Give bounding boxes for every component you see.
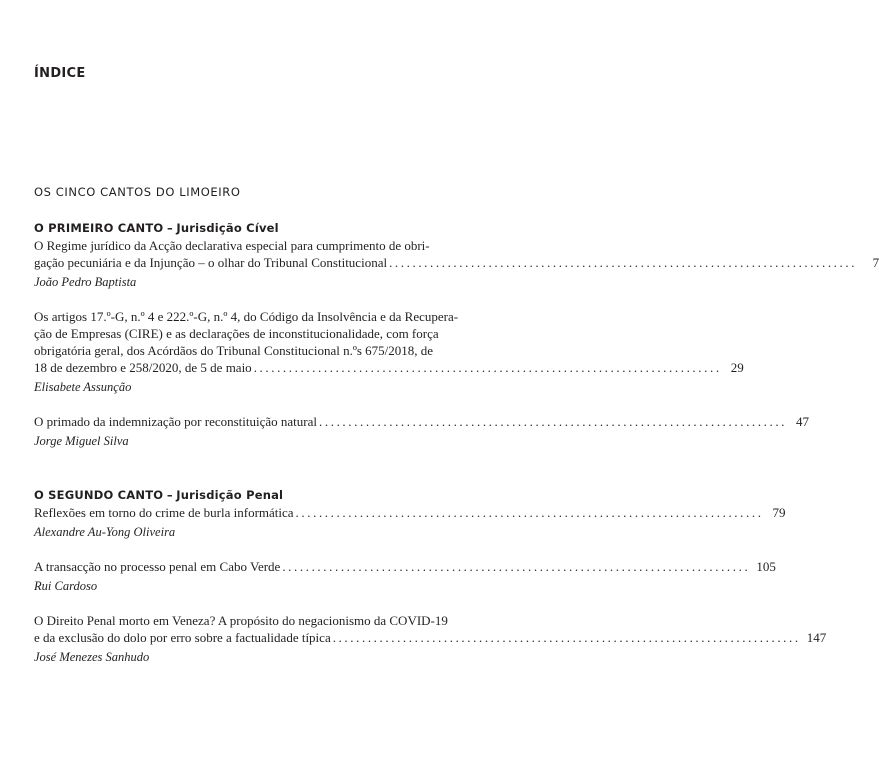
leader-dots: ................................................................................ <box>253 360 722 375</box>
book-title: OS CINCO CANTOS DO LIMOEIRO <box>34 185 241 199</box>
entry-page-number: 105 <box>756 559 776 574</box>
leader-dots: ................................................................................ <box>319 414 788 429</box>
section-heading <box>34 486 459 504</box>
entry-title-line: Reflexões em torno do crime de burla informática <box>34 505 294 520</box>
entry-title-line: obrigatória geral, dos Acórdãos do Tribunal Constitucional n.ºs 675/2018, de <box>34 343 434 358</box>
entry-title-line: A transacção no processo penal em Cabo Verde <box>34 559 281 574</box>
entry-author: Rui Cardoso <box>34 579 98 593</box>
section-segundo-canto <box>34 486 827 683</box>
entry-title-line: O Direito Penal morto em Veneza? A propósito do negacionismo da COVID-19 <box>34 613 448 628</box>
entry-title-line: ção de Empresas (CIRE) e as declarações de inconstitucionalidade, com força <box>34 326 439 341</box>
entry-title-line: 18 de dezembro e 258/2020, de 5 de maio <box>34 360 252 375</box>
toc-entry[interactable] <box>34 612 827 666</box>
entry-author: Jorge Miguel Silva <box>34 434 129 448</box>
entry-page-number: 147 <box>806 630 827 645</box>
leader-dots: ................................................................................ <box>389 255 858 270</box>
entry-author: Elisabete Assunção <box>34 380 132 394</box>
section-canto: O PRIMEIRO CANTO <box>34 221 164 235</box>
toc-entry[interactable] <box>34 237 879 291</box>
entry-page-number: 47 <box>796 414 810 429</box>
toc-entry[interactable] <box>34 413 810 450</box>
entry-author: João Pedro Baptista <box>34 275 137 289</box>
toc-entry[interactable] <box>34 308 744 396</box>
entry-page-number: 7 <box>872 255 879 270</box>
toc-entry[interactable] <box>34 558 776 595</box>
entry-author: Alexandre Au-Yong Oliveira <box>34 525 176 539</box>
entry-author: José Menezes Sanhudo <box>34 650 150 664</box>
entry-title-line: O primado da indemnização por reconstituição natural <box>34 414 318 429</box>
leader-dots: ................................................................................ <box>295 505 764 520</box>
toc-entry[interactable] <box>34 504 786 541</box>
entry-title-line: e da exclusão do dolo por erro sobre a factualidade típica <box>34 630 331 645</box>
section-primeiro-canto <box>34 219 879 467</box>
section-heading <box>34 219 459 237</box>
section-canto: O SEGUNDO CANTO <box>34 488 164 502</box>
leader-dots: ................................................................................ <box>282 559 751 574</box>
entry-title-line: Os artigos 17.º-G, n.º 4 e 222.º-G, n.º 4, do Código da Insolvência e da Recupera- <box>34 309 459 324</box>
entry-page-number: 29 <box>730 360 744 375</box>
section-jurisdiction: Jurisdição Cível <box>176 221 279 235</box>
entry-title-line: gação pecuniária e da Injunção – o olhar do Tribunal Constitucional <box>34 255 388 270</box>
section-separator: – <box>167 221 173 235</box>
section-jurisdiction: Jurisdição Penal <box>176 488 284 502</box>
entry-page-number: 79 <box>772 505 786 520</box>
section-separator: – <box>166 488 173 502</box>
entry-title-line: O Regime jurídico da Acção declarativa especial para cumprimento de obri- <box>34 238 430 253</box>
leader-dots: ................................................................................ <box>332 630 801 645</box>
page-title: ÍNDICE <box>34 66 86 81</box>
